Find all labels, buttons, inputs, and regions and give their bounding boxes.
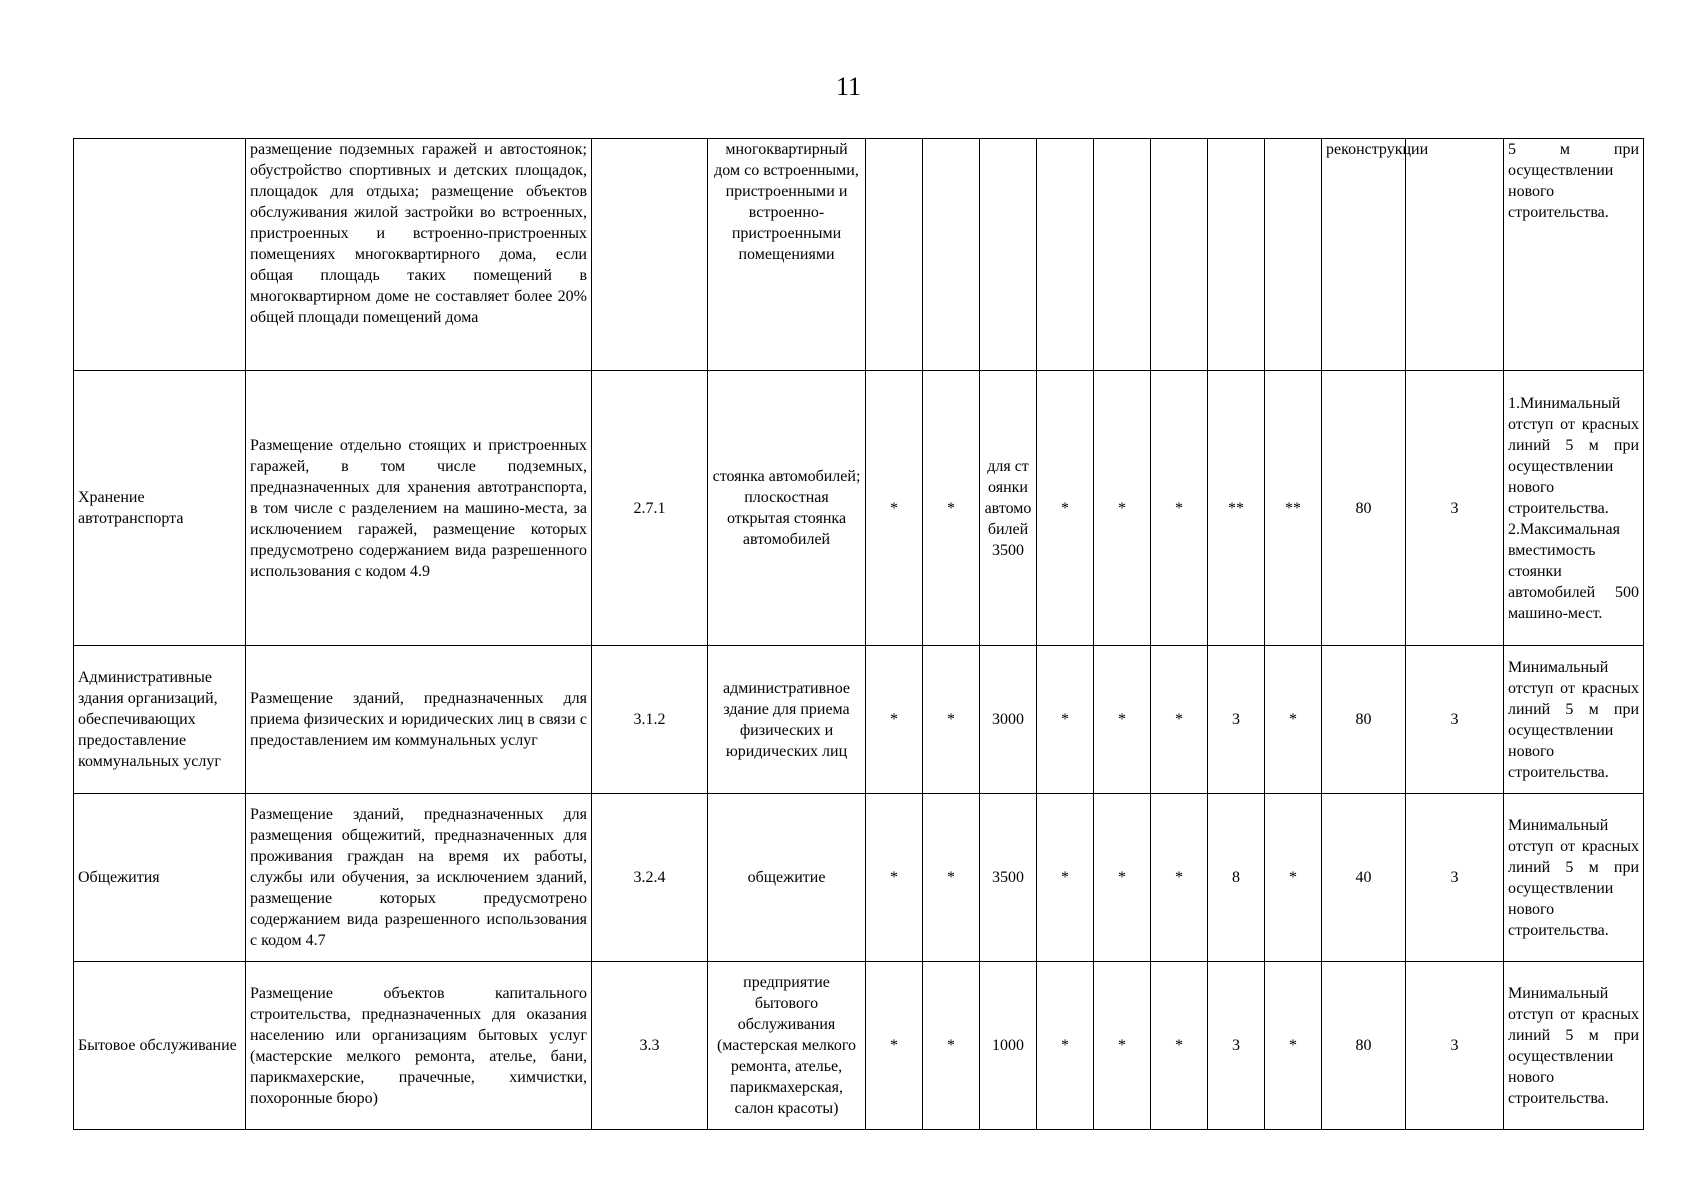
param-cell: * [866,794,923,962]
use-name-cell: Административные здания организаций, обеспечивающих предоставление коммунальных услуг [74,646,246,794]
param-cell [1265,139,1322,371]
param-cell: * [923,646,980,794]
param-cell [980,139,1037,371]
param-cell: * [1265,646,1322,794]
param-cell: * [1151,646,1208,794]
coverage-cell: 40 [1322,794,1406,962]
param-cell: * [1151,371,1208,646]
use-code-cell: 3.2.4 [592,794,708,962]
use-code-cell: 3.3 [592,962,708,1130]
page-number: 11 [835,72,862,101]
use-code-cell [592,139,708,371]
setback-cell [1406,139,1504,371]
use-name-cell: Бытовое обслуживание [74,962,246,1130]
table-row [74,139,1644,371]
notes-cell: Минимальный отступ от красных линий 5 м при осуществлении нового строительства. [1504,794,1644,962]
use-description-cell: размещение подземных гаражей и автостоянок; обустройство спортивных и детских площадок, площадок для отдыха; размещение объектов обслуживания жилой застройки во встроенных, пристроенных и встроенно-пристроенных помещениях многоквартирного дома, если общая площадь таких помещений в многоквартирном доме не составляет более 20% общей площади помещений дома [246,139,592,371]
setback-cell: 3 [1406,794,1504,962]
zoning-table [73,138,1644,1130]
param-cell: * [1094,962,1151,1130]
coverage-cell: реконструкции [1322,139,1406,371]
object-type-cell: многоквартирный дом со встроенными, пристроенными и встроенно-пристроенными помещениями [708,139,866,371]
param-cell: ** [1208,371,1265,646]
object-type-cell: предприятие бытового обслуживания (мастерская мелкого ремонта, ателье, парикмахерская, салон красоты) [708,962,866,1130]
param-cell: * [1037,794,1094,962]
param-cell: 1000 [980,962,1037,1130]
table-row [74,646,1644,794]
param-cell: ** [1265,371,1322,646]
use-name-cell [74,139,246,371]
use-description-cell: Размещение зданий, предназначенных для приема физических и юридических лиц в связи с предоставлением им коммунальных услуг [246,646,592,794]
param-cell: 3 [1208,962,1265,1130]
use-name-cell: Общежития [74,794,246,962]
param-cell: * [866,646,923,794]
param-cell: * [866,962,923,1130]
setback-cell: 3 [1406,371,1504,646]
param-cell: * [923,794,980,962]
param-cell: * [1037,962,1094,1130]
notes-cell: 5 м при осуществлении нового строительства. [1504,139,1644,371]
notes-cell: 1.Минимальный отступ от красных линий 5 м при осуществлении нового строительства. 2.Максимальная вместимость стоянки автомобилей 500 машино-мест. [1504,371,1644,646]
param-cell: 3000 [980,646,1037,794]
param-cell: * [1094,794,1151,962]
use-code-cell: 3.1.2 [592,646,708,794]
param-cell: * [923,371,980,646]
coverage-cell: 80 [1322,371,1406,646]
table-row [74,962,1644,1130]
param-cell: * [1265,962,1322,1130]
table-row [74,794,1644,962]
param-cell [866,139,923,371]
object-type-cell: стоянка автомобилей; плоскостная открытая стоянка автомобилей [708,371,866,646]
param-cell: * [1094,371,1151,646]
use-description-cell: Размещение отдельно стоящих и пристроенных гаражей, в том числе подземных, предназначенных для хранения автотранспорта, в том числе с разделением на машино-места, за исключением гаражей, размещение которых предусмотрено содержанием вида разрешенного использования с кодом 4.9 [246,371,592,646]
coverage-cell: 80 [1322,646,1406,794]
param-cell: 3 [1208,646,1265,794]
param-cell: * [866,371,923,646]
setback-cell: 3 [1406,962,1504,1130]
coverage-cell: 80 [1322,962,1406,1130]
param-cell: * [923,962,980,1130]
param-cell: * [1094,646,1151,794]
use-description-cell: Размещение объектов капитального строительства, предназначенных для оказания населению или организациям бытовых услуг (мастерские мелкого ремонта, ателье, бани, парикмахерские, прачечные, химчистки, похоронные бюро) [246,962,592,1130]
param-cell: 8 [1208,794,1265,962]
notes-cell: Минимальный отступ от красных линий 5 м при осуществлении нового строительства. [1504,646,1644,794]
param-cell: для стоянки автомобилей 3500 [980,371,1037,646]
param-cell: * [1151,962,1208,1130]
use-code-cell: 2.7.1 [592,371,708,646]
object-type-cell: общежитие [708,794,866,962]
param-cell: * [1037,646,1094,794]
param-cell: 3500 [980,794,1037,962]
table-row [74,371,1644,646]
param-cell [923,139,980,371]
use-description-cell: Размещение зданий, предназначенных для размещения общежитий, предназначенных для проживания граждан на время их работы, службы или обучения, за исключением зданий, размещение которых предусмотрено содержанием вида разрешенного использования с кодом 4.7 [246,794,592,962]
object-type-cell: административное здание для приема физических и юридических лиц [708,646,866,794]
param-cell: * [1265,794,1322,962]
param-cell: * [1037,371,1094,646]
param-cell [1208,139,1265,371]
param-cell [1037,139,1094,371]
notes-cell: Минимальный отступ от красных линий 5 м при осуществлении нового строительства. [1504,962,1644,1130]
use-name-cell: Хранение автотранспорта [74,371,246,646]
param-cell [1151,139,1208,371]
param-cell: * [1151,794,1208,962]
param-cell [1094,139,1151,371]
setback-cell: 3 [1406,646,1504,794]
